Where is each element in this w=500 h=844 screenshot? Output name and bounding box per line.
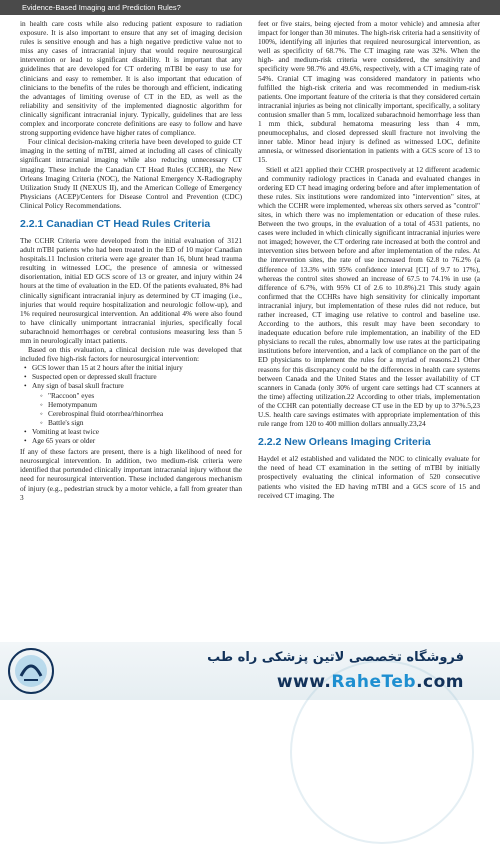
paragraph: feet or five stairs, being ejected from a motor vehicle) and amnesia after impact for longer than 30 minutes. The high-risk criteria had a sensitivity of 100%, identifying all injuries that required neurosurgical intervention, as well as specificity of 68.7%. The CT imaging rate was 32%. When the high- and medium-risk criteria were considered, the sensitivity and specificity were 98.7% and 49.6%, respectively, with a CT imaging rate of 54%. Cranial CT imaging was considered mandatory in patients who fulfilled the high-risk criteria and was recommended in medium-risk patients. One important feature of the criteria is that they considered certain intracranial injuries as being not clinically important, specifically, a solitary contusion smaller than 5 mm, localized subarachnoid hemorrhage less than 1 mm thick, subdural hematoma measuring less than 4 mm, pneumocephalus, and closed depressed skull fracture not involving the inner table. Minor head injury is defined as witnessed LOC, definite amnesia, or witnessed disorientation in patients with a GCS score of 13 to 15. — [258, 19, 480, 165]
sub-list-item: ◦ Hemotympanum — [40, 400, 242, 409]
sub-list-item: ◦ Cerebrospinal fluid otorrhea/rhinorrhea — [40, 409, 242, 418]
section-heading-noc: 2.2.2 New Orleans Imaging Criteria — [258, 436, 431, 449]
paragraph: Stiell et al21 applied their CCHR prospectively at 12 different academic and community radiology practices in Canada and evaluated changes in ordering ED CT head imaging ordering before and after implementation of these rules. Six institutions were randomized into "intervention" sites, at which the CCHR were implemented, whereas six others served as "control" sites, in which there was no implementation or education of these rules. Between the two groups, in the evaluation of a total of 4531 patients, no cases were included in which clinically significant intracranial injuries were not imaged; however, the CT ordering rate increased at both the control and intervention sites between before and after implementation of the rules. At the intervention sites, the rate of use increased from 62.8 to 76.2% (a difference of 13.3% with 95% confidence interval [CI] of 9.7 to 17%), whereas the control sites showed an increase of 67.5 to 74.1% in use (a difference of 6.7%, with 95% CI of 2.6 to 10.8%).21 This study again confirmed that the CCHRs have high sensitivity for clinically important intracranial injury, but implementation of these rules did not reduce, but rather increased, CT imaging use relative to control and baseline use. According to the authors, this result may have been secondary to inadequate education before rule implementation, an inability of the ED physicians to recall the rules, abnormally low use rates at the participating institutions before intervention, and a lack of compliance on the part of the ED physicians to implement the rules for a myriad of reasons.21 Other reasons for this discrepancy could be the differences in health care systems between Canada and the United States and the lesser availability of CT scanners in Canada (only 30% of urgent care settings had CT scanners at the time) affecting utilization.22 According to other trials, implementation of the CCHR can potentially decrease CT use in the ED by up to 37%.5,23 U.S. health care savings estimates with appropriate implementation of this rule range from 120 to 400 million dollars annually.23,24 — [258, 164, 480, 429]
paragraph: Based on this evaluation, a clinical decision rule was developed that included five high-risk factors for neurosurgical intervention: — [20, 345, 242, 364]
list-item: • Vomiting at least twice — [24, 427, 242, 436]
paragraph: The CCHR Criteria were developed from the initial evaluation of 3121 adult mTBI patients who had been treated in the ED of 10 major Canadian hospitals.11 Inclusion criteria were age greater than 16, blunt head trauma resulting in witnessed LOC, the presence of amnesia or witnessed disorientation, initial ED GCS score of 13 or greater, and injury within 24 hours at the time of evaluation in the ED. Of the patients evaluated, 8% had clinically significant intracranial injury as determined by CT imaging (i.e., injuries that would require hospitalization and neurologic follow-up), and 1% required neurosurgical intervention. An additional 4% were also found to have clinically unimportant intracranial injuries, specifically focal subarachnoid hemorrhages or cerebral contusions measuring less than 5 mm in neurologically intact patients. — [20, 235, 242, 345]
watermark-url-brand: RaheTeb — [331, 672, 417, 692]
paragraph: in health care costs while also reducing patient exposure to radiation exposure. It is also important to ensure that any set of imaging decision rules is sensitive enough and has a high negative predictive value not to miss any cases of intracranial injury that would require neurosurgical intervention or lead to significant disability. It is important that any guidelines that are developed for CT ordering mTBI be easy to use for clinicians and easy to remember. It is also important that education of clinicians to the benefits of the rules be thorough and efficient, indicating the advantages of limiting overuse of CT in the ED, as well as the reliability and sensitivity of the implemented diagnostic algorithm for clinically significant intracranial injury. Typically, guidelines that are less complex and incorporate concrete definitions are easy to follow and have strong supporting evidence have higher rates of compliance. — [20, 19, 242, 138]
watermark-url-prefix: www. — [276, 672, 332, 692]
sub-list-item: ◦ "Raccoon" eyes — [40, 391, 242, 400]
watermark-persian-text: فروشگاه تخصصی لاتین پزشکی راه طب — [207, 650, 464, 665]
watermark-banner — [0, 642, 500, 700]
left-column — [20, 19, 242, 641]
list-item: • Age 65 years or older — [24, 436, 242, 445]
right-column — [258, 19, 480, 641]
list-item-label: Any sign of basal skull fracture — [32, 381, 124, 391]
list-item: • GCS lower than 15 at 2 hours after the initial injury — [24, 363, 242, 372]
basal-fracture-sublist — [32, 391, 242, 427]
running-header — [0, 0, 500, 15]
list-item: • Suspected open or depressed skull fracture — [24, 372, 242, 381]
rahe-teb-logo-icon — [6, 646, 56, 696]
watermark-url — [277, 672, 464, 692]
watermark-url-suffix: .com — [416, 672, 464, 692]
sub-list-item: ◦ Battle's sign — [40, 418, 242, 427]
high-risk-list — [20, 363, 242, 445]
section-heading-cchr: 2.2.1 Canadian CT Head Rules Criteria — [20, 217, 211, 230]
paragraph: Haydel et al2 established and validated the NOC to clinically evaluate for the need of head CT examination in the setting of mTBI by initially prospectively evaluating the clinical information of 520 consecutive patients who visited the ED having mTBI and a GCS score of 15 and received CT imaging. The — [258, 454, 480, 500]
paragraph: If any of these factors are present, there is a high likelihood of need for neurosurgical intervention. In addition, two medium-risk criteria were identified that portended clinically important intracranial injury without the need for neurosurgical intervention. These included dangerous mechanism of injury (e.g., pedestrian struck by a motor vehicle, a fall from greater than 3 — [20, 447, 242, 502]
running-header-title: Evidence-Based Imaging and Prediction Rules? — [22, 3, 181, 12]
paragraph: Four clinical decision-making criteria have been developed to guide CT imaging in the setting of mTBI, aimed at including all cases of clinically significant intracranial imaging while also reducing unnecessary CT imaging. These include the Canadian CT Head Rules (CCHR), the New Orleans Imaging Criteria (NOC), the National Emergency X-Radiography Utilization Study II (NEXUS II), and the American College of Emergency Physicians (ACEP)/Centers for Disease Control and Prevention (CDC) Clinical Policy Recommendations. — [20, 137, 242, 210]
list-item — [24, 381, 242, 426]
